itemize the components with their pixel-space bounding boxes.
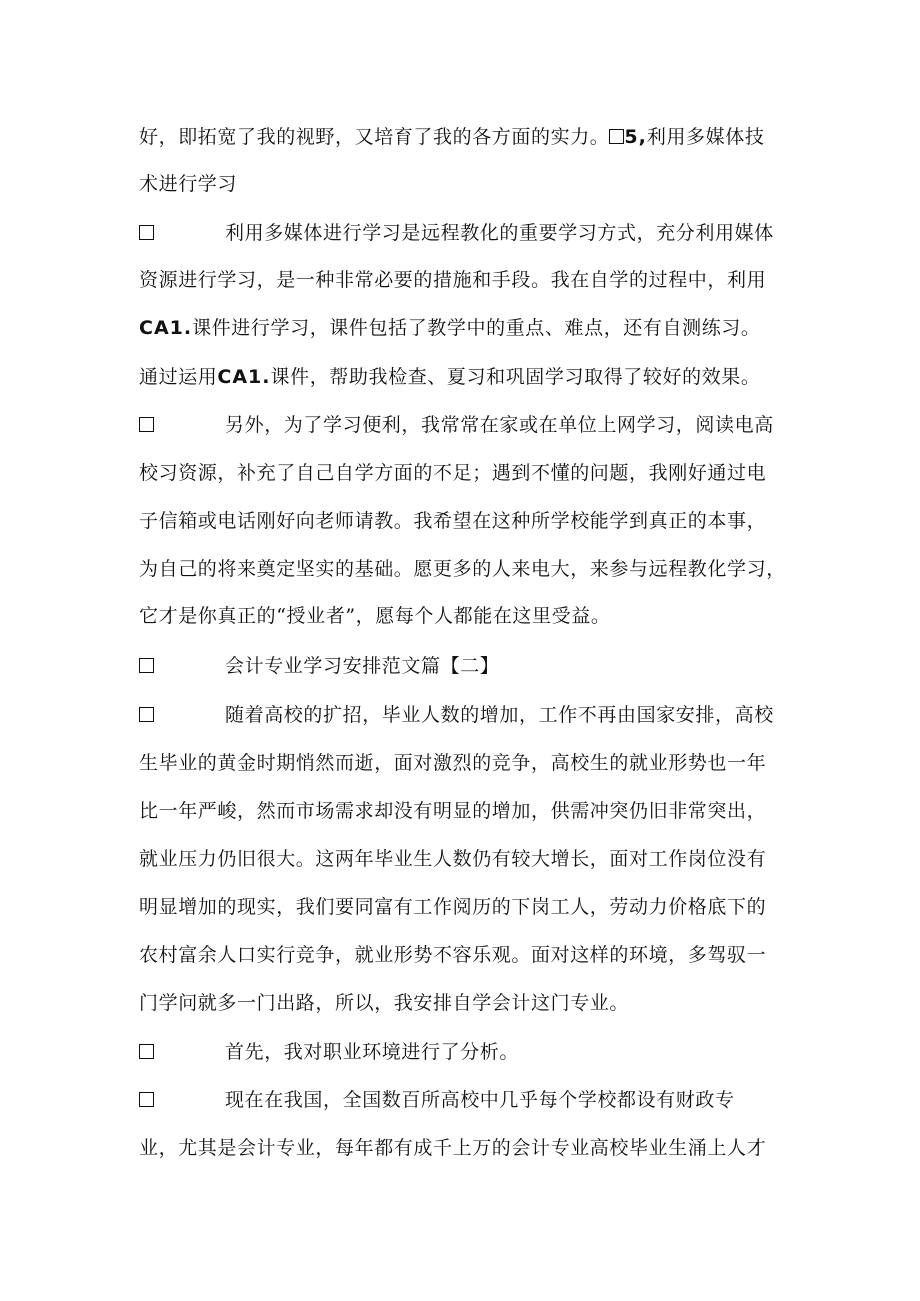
line-21-text: 现在在我国，全国数百所高校中几乎每个学校都设有财政专 bbox=[225, 1089, 735, 1111]
line-17-text: 明显增加的现实，我们要同富有工作阅历的下岗工人，劳动力价格底下的 bbox=[139, 896, 767, 918]
line-9-text: 子信箱或电话刚好向老师请教。我希望在这种所学校能学到真正的本事， bbox=[139, 510, 767, 532]
paragraph-line-13 bbox=[139, 702, 799, 728]
line-16-text: 就业压力仍旧很大。这两年毕业生人数仍有较大增长，面对工作岗位没有 bbox=[139, 848, 767, 870]
text-line-15 bbox=[139, 798, 799, 824]
line-13-text: 随着高校的扩招，毕业人数的增加，工作不再由国家安排，高校 bbox=[225, 704, 774, 726]
text-line-18 bbox=[139, 942, 799, 968]
checkbox-glyph bbox=[609, 129, 624, 144]
checkbox-glyph bbox=[139, 707, 154, 722]
line-7-text: 另外，为了学习便利，我常常在家或在单位上网学习，阅读电高 bbox=[225, 414, 774, 436]
line-1-text: 好，即拓宽了我的视野，又培育了我的各方面的实力。 bbox=[139, 126, 610, 148]
paragraph-line-21 bbox=[139, 1087, 799, 1113]
checkbox-glyph bbox=[139, 1044, 154, 1059]
line-5-text: 课件进行学习，课件包括了教学中的重点、难点，还有自测练习。 bbox=[192, 317, 761, 339]
checkbox-glyph bbox=[139, 1092, 154, 1107]
line-11-text: 它才是你真正的“授业者”，愿每个人都能在这里受益。 bbox=[139, 605, 611, 627]
line-3-text: 利用多媒体进行学习是远程教化的重要学习方式，充分利用媒体 bbox=[225, 222, 774, 244]
checkbox-glyph bbox=[139, 417, 154, 432]
line-5-bold: CA1. bbox=[139, 317, 193, 339]
text-line-16 bbox=[139, 846, 799, 872]
heading-text: 会计专业学习安排范文篇【二】 bbox=[225, 655, 500, 677]
line-2-text: 术进行学习 bbox=[139, 173, 238, 195]
paragraph-line-3 bbox=[139, 220, 799, 246]
paragraph-line-7 bbox=[139, 412, 799, 438]
text-line-2 bbox=[139, 171, 799, 197]
line-14-text: 生毕业的黄金时期悄然而逝，面对激烈的竞争，高校生的就业形势也一年 bbox=[139, 752, 767, 774]
text-line-14 bbox=[139, 750, 799, 776]
section-heading bbox=[139, 653, 799, 679]
line-19-text: 门学问就多一门出路，所以，我安排自学会计这门专业。 bbox=[139, 992, 630, 1014]
text-line-11 bbox=[139, 603, 799, 629]
checkbox-glyph bbox=[139, 225, 154, 240]
text-line-10 bbox=[139, 556, 799, 582]
line-20-text: 首先，我对职业环境进行了分析。 bbox=[225, 1041, 520, 1063]
line-18-text: 农村富余人口实行竞争，就业形势不容乐观。面对这样的环境，多驾驭一 bbox=[139, 944, 767, 966]
line-6-pre: 通过运用 bbox=[139, 366, 218, 388]
line-22-text: 业，尤其是会计专业，每年都有成千上万的会计专业高校毕业生涌上人才 bbox=[139, 1137, 767, 1159]
text-line-19 bbox=[139, 990, 799, 1016]
line-15-text: 比一年严峻，然而市场需求却没有明显的增加，供需冲突仍旧非常突出， bbox=[139, 800, 767, 822]
line-6-text: 课件，帮助我检查、夏习和巩固学习取得了较好的效果。 bbox=[270, 366, 761, 388]
text-line-22 bbox=[139, 1135, 799, 1161]
paragraph-line-20 bbox=[139, 1039, 799, 1065]
line-10-text: 为自己的将来奠定坚实的基础。愿更多的人来电大，来参与远程教化学习， bbox=[139, 558, 786, 580]
text-line-6 bbox=[139, 364, 799, 390]
text-line-8 bbox=[139, 460, 799, 486]
line-1-number: 5, bbox=[624, 126, 647, 148]
text-line-4 bbox=[139, 267, 799, 293]
line-1-after: 利用多媒体技 bbox=[646, 126, 765, 148]
line-4-text: 资源进行学习，是一种非常必要的措施和手段。我在自学的过程中，利用 bbox=[139, 269, 767, 291]
text-line-5 bbox=[139, 315, 799, 341]
line-8-text: 校习资源，补充了自己自学方面的不足；遇到不懂的问题，我刚好通过电 bbox=[139, 462, 767, 484]
text-line-1 bbox=[139, 124, 799, 150]
checkbox-glyph bbox=[139, 658, 154, 673]
line-6-bold: CA1. bbox=[217, 366, 271, 388]
text-line-9 bbox=[139, 508, 799, 534]
text-line-17 bbox=[139, 894, 799, 920]
